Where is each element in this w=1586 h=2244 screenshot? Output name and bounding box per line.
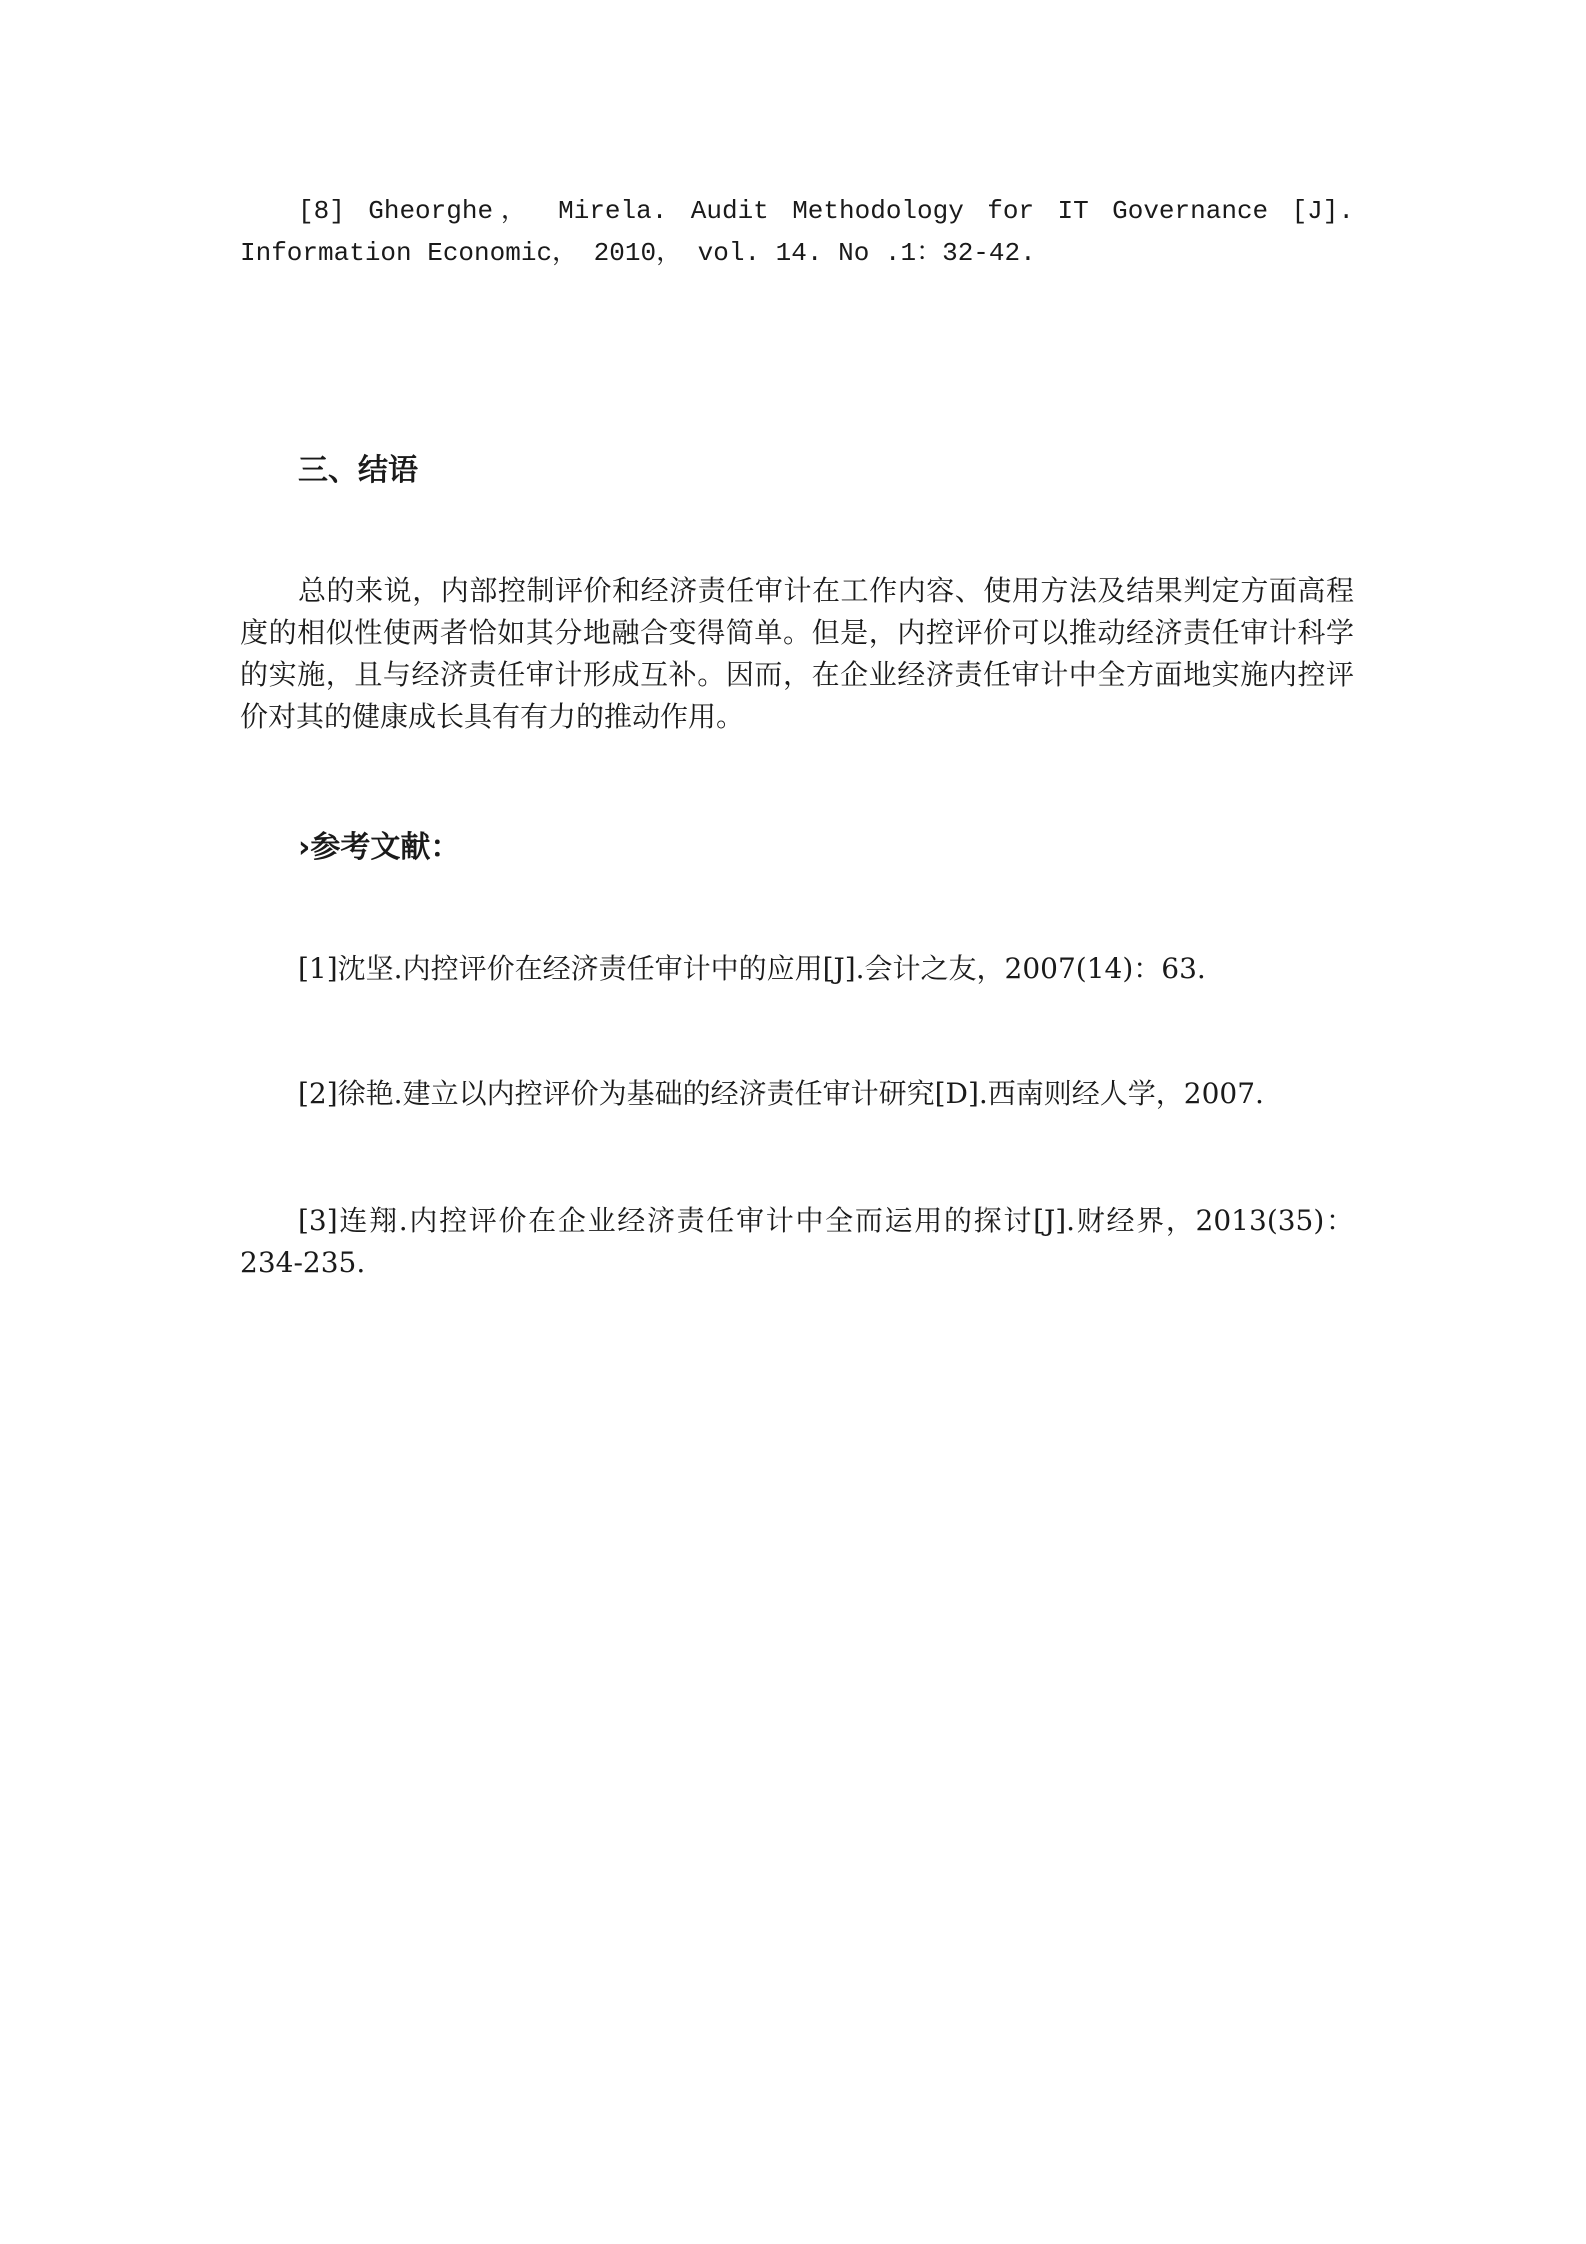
reference-item: [3]连翔.内控评价在企业经济责任审计中全而运用的探讨[J].财经界，2013(35)：234-235. — [240, 1204, 1354, 1279]
reference-item: [1]沈坚.内控评价在经济责任审计中的应用[J].会计之友，2007(14)：63. — [298, 952, 1206, 985]
conclusion-heading: 三、结语 — [298, 453, 418, 488]
reference-8: [8] Gheorghe， Mirela. Audit Methodology for IT Governance [J]. Information Economic， 2010， vol. 14. No .1：32-42. — [240, 196, 1354, 268]
conclusion-paragraph: 总的来说，内部控制评价和经济责任审计在工作内容、使用方法及结果判定方面高程度的相似性使两者恰如其分地融合变得简单。但是，内控评价可以推动经济责任审计科学的实施，且与经济责任审计形成互补。因而，在企业经济责任审计中全方面地实施内控评价对其的健康成长具有有力的推动作用。 — [240, 574, 1354, 733]
reference-item: [2]徐艳.建立以内控评价为基础的经济责任审计研究[D].西南则经人学，2007. — [298, 1077, 1264, 1110]
references-heading: ›参考文献： — [298, 830, 461, 865]
